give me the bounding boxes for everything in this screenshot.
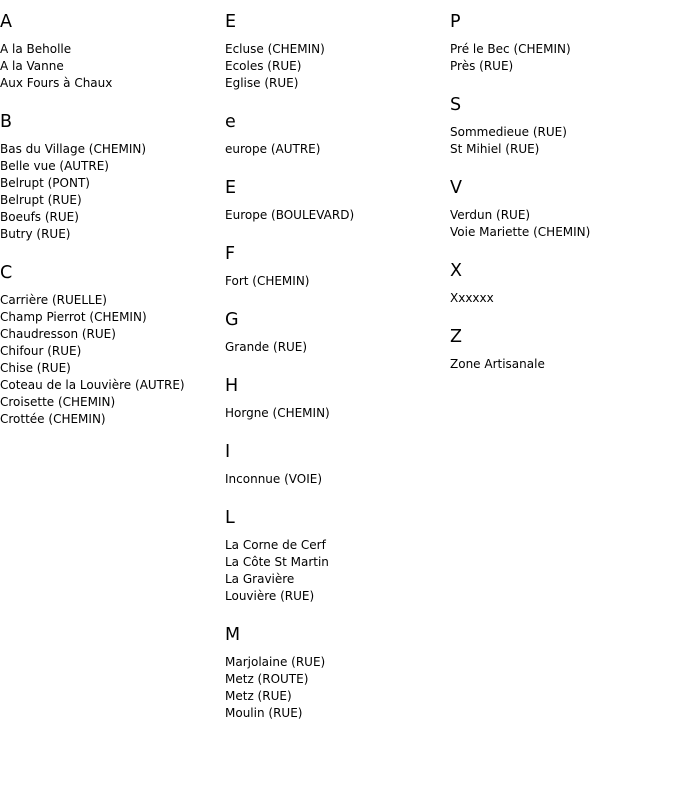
street-entry: Sommedieue (RUE) — [450, 125, 567, 139]
street-entry: Belle vue (AUTRE) — [0, 159, 109, 173]
section-letter-heading: G — [225, 310, 239, 330]
street-entry: Belrupt (PONT) — [0, 176, 90, 190]
letter-group — [225, 624, 450, 722]
section-letter-heading: E — [225, 178, 237, 198]
street-entry: Grande (RUE) — [225, 340, 308, 354]
letter-group — [0, 11, 225, 92]
street-entry: Zone Artisanale — [450, 357, 545, 371]
letter-group — [225, 507, 450, 605]
street-entry: Xxxxxx — [450, 291, 494, 305]
street-entry: Fort (CHEMIN) — [225, 274, 310, 288]
street-entry: Champ Pierrot (CHEMIN) — [0, 310, 147, 324]
section-letter-heading: S — [450, 95, 462, 115]
section-letter-heading: C — [0, 263, 13, 283]
section-letter-heading: e — [225, 112, 236, 132]
street-entry: Europe (BOULEVARD) — [225, 208, 355, 222]
section-letter-heading: B — [0, 112, 13, 132]
street-entry: Inconnue (VOIE) — [225, 472, 323, 486]
street-entry: Pré le Bec (CHEMIN) — [450, 42, 571, 56]
street-entry: Ecoles (RUE) — [225, 59, 302, 73]
street-entry: A la Vanne — [0, 59, 64, 73]
letter-group — [0, 111, 225, 243]
street-entry: Carrière (RUELLE) — [0, 293, 107, 307]
street-entry: Boeufs (RUE) — [0, 210, 79, 224]
letter-group — [225, 11, 450, 92]
street-entry: Crottée (CHEMIN) — [0, 412, 106, 426]
street-entry: Près (RUE) — [450, 59, 514, 73]
letter-group — [450, 11, 675, 75]
street-entry: Moulin (RUE) — [225, 706, 303, 720]
letter-group — [450, 94, 675, 158]
letter-group — [225, 441, 450, 488]
street-entry: Coteau de la Louvière (AUTRE) — [0, 378, 185, 392]
street-entry: Chise (RUE) — [0, 361, 71, 375]
letter-group — [0, 262, 225, 428]
street-entry: Metz (ROUTE) — [225, 672, 309, 686]
letter-group — [225, 375, 450, 422]
letter-group — [450, 177, 675, 241]
index-column-1 — [0, 11, 225, 447]
index-column-3 — [450, 11, 675, 392]
street-entry: Chaudresson (RUE) — [0, 327, 116, 341]
street-entry: La Côte St Martin — [225, 555, 329, 569]
street-entry: Eglise (RUE) — [225, 76, 299, 90]
section-letter-heading: H — [225, 376, 239, 396]
street-entry: Louvière (RUE) — [225, 589, 315, 603]
street-entry: Aux Fours à Chaux — [0, 76, 113, 90]
index-column-2 — [225, 11, 450, 741]
letter-group — [225, 177, 450, 224]
section-letter-heading: P — [450, 12, 461, 32]
letter-group — [450, 326, 675, 373]
street-entry: St Mihiel (RUE) — [450, 142, 540, 156]
street-entry: Horgne (CHEMIN) — [225, 406, 330, 420]
section-letter-heading: L — [225, 508, 235, 528]
letter-group — [450, 260, 675, 307]
street-entry: Chifour (RUE) — [0, 344, 82, 358]
letter-group — [225, 243, 450, 290]
street-entry: europe (AUTRE) — [225, 142, 321, 156]
street-entry: Voie Mariette (CHEMIN) — [450, 225, 591, 239]
street-entry: La Gravière — [225, 572, 295, 586]
street-entry: Verdun (RUE) — [450, 208, 531, 222]
street-entry: A la Beholle — [0, 42, 72, 56]
section-letter-heading: F — [225, 244, 236, 264]
letter-group — [225, 111, 450, 158]
section-letter-heading: V — [450, 178, 462, 198]
street-entry: Croisette (CHEMIN) — [0, 395, 116, 409]
street-entry: Ecluse (CHEMIN) — [225, 42, 325, 56]
street-entry: La Corne de Cerf — [225, 538, 326, 552]
section-letter-heading: X — [450, 261, 462, 281]
street-entry: Marjolaine (RUE) — [225, 655, 326, 669]
section-letter-heading: M — [225, 625, 241, 645]
section-letter-heading: Z — [450, 327, 462, 347]
street-entry: Butry (RUE) — [0, 227, 71, 241]
letter-group — [225, 309, 450, 356]
section-letter-heading: E — [225, 12, 237, 32]
street-entry: Bas du Village (CHEMIN) — [0, 142, 147, 156]
street-entry: Belrupt (RUE) — [0, 193, 82, 207]
street-entry: Metz (RUE) — [225, 689, 292, 703]
section-letter-heading: I — [225, 442, 231, 462]
section-letter-heading: A — [0, 12, 12, 32]
